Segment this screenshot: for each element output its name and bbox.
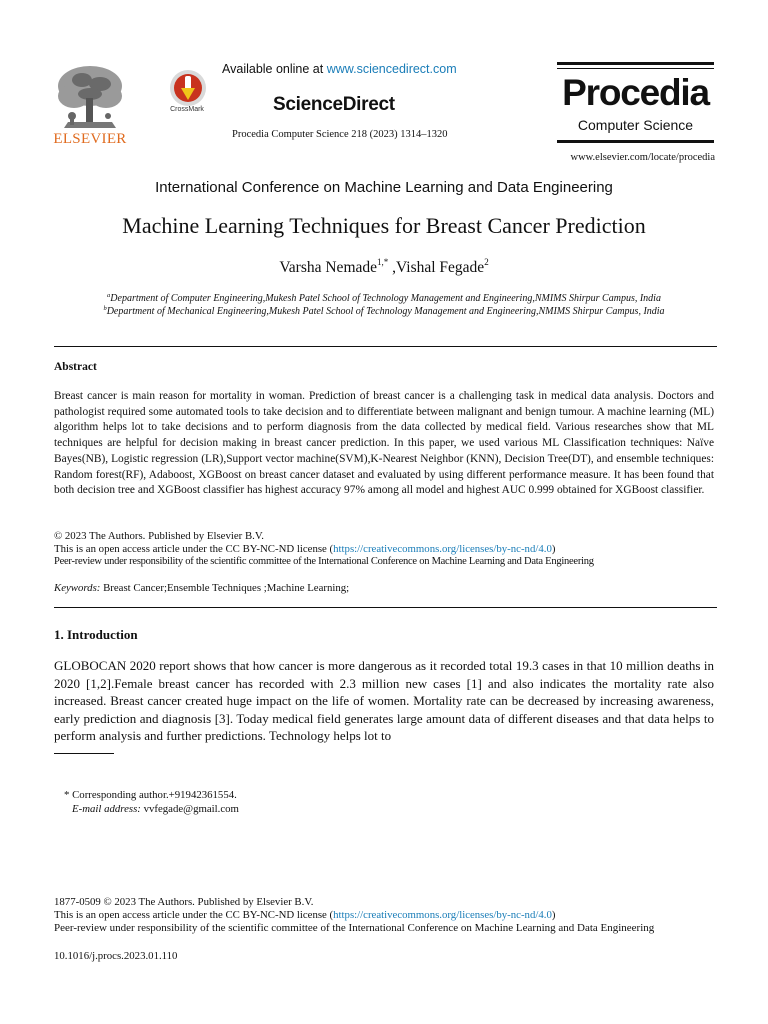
doi-line: 10.1016/j.procs.2023.01.110 (54, 950, 178, 962)
affiliation-b-text: Department of Mechanical Engineering,Mukesh Patel School of Technology Management and Engineering,NMIMS Shirpur Campus, India (106, 306, 665, 317)
logo-rule-bottom (557, 140, 714, 143)
author-1: Varsha Nemade (279, 259, 378, 276)
affiliation-a (0, 292, 768, 304)
keywords-label: Keywords: (54, 582, 101, 594)
abstract-text: Breast cancer is main reason for mortality in woman. Prediction of breast cancer is a challenging task in medical data analysis. Doctors and pathologist required some automated tools to take decision and to differentiate between malignant and benign tumour. A machine learning (ML) algorithm helps lot to take decisions and to perform diagnosis from the data collected by medical field. Various researches show that ML techniques are helpful for decision making in breast cancer prediction. In this paper, we used various ML Classification techniques: Naïve Bayes(NB), Logistic regression (LR),Support vector machine(SVM),K-Nearest Neighbor (KNN), Decision Tree(DT), and ensemble techniques: Random forest(RF), Adaboost, XGBoost on breast cancer dataset and evaluated by using different performance measure. It has been found that both decision tree and XGBoost classifier has highest accuracy 97% among all model and highest AUC 0.999 obtained for XGBoost classifier. (54, 390, 714, 497)
section-heading-introduction: 1. Introduction (54, 627, 138, 642)
license-line (54, 543, 724, 555)
abstract-heading: Abstract (54, 361, 97, 373)
publisher-name: ELSEVIER (53, 131, 127, 147)
footer-license-prefix: This is an open access article under the CC BY-NC-ND license ( (54, 909, 334, 921)
author-list (0, 257, 768, 277)
email-address: vvfegade@gmail.com (140, 803, 239, 815)
divider-bottom (54, 607, 717, 608)
affiliation-b-mark: b (103, 305, 107, 312)
journal-logo-title: Procedia (562, 72, 709, 113)
email-note (72, 803, 239, 815)
journal-reference: Procedia Computer Science 218 (2023) 1314–1320 (232, 129, 448, 140)
affiliation-a-text: Department of Computer Engineering,Mukesh Patel School of Technology Management and Engineering,NMIMS Shirpur Campus, India (110, 293, 661, 304)
author-2-mark: 2 (484, 257, 489, 267)
email-label: E-mail address: (72, 803, 141, 815)
author-2: Vishal Fegade (396, 259, 485, 276)
logo-rule-top-thin (557, 68, 714, 69)
divider-top (54, 346, 717, 347)
available-online-line (222, 62, 457, 76)
affiliation-a-mark: a (107, 292, 111, 299)
affiliation-b (0, 305, 768, 317)
footer-license-suffix: ) (551, 909, 556, 921)
footnote-rule (54, 753, 114, 754)
crossmark-label: CrossMark (170, 106, 204, 113)
journal-url-link[interactable]: www.elsevier.com/locate/procedia (570, 152, 715, 163)
sciencedirect-url-link[interactable]: www.sciencedirect.com (326, 62, 457, 76)
peer-review-line: Peer-review under responsibility of the scientific committee of the International Conference on Machine Learning and Data Engineering (54, 556, 594, 567)
license-link[interactable]: https://creativecommons.org/licenses/by-nc-nd/4.0 (333, 543, 552, 555)
journal-logo-subtitle: Computer Science (577, 117, 694, 133)
available-prefix: Available online at (222, 62, 327, 76)
logo-rule-top (557, 62, 714, 65)
license-prefix: This is an open access article under the CC BY-NC-ND license ( (54, 543, 334, 555)
copyright-line: © 2023 The Authors. Published by Elsevier B.V. (54, 530, 264, 542)
conference-name: International Conference on Machine Learning and Data Engineering (155, 179, 613, 196)
footer-license-link[interactable]: https://creativecommons.org/licenses/by-nc-nd/4.0 (333, 909, 552, 921)
corresponding-author-note: * Corresponding author.+91942361554. (64, 789, 237, 801)
keywords-line (54, 582, 349, 594)
platform-name: ScienceDirect (273, 94, 395, 115)
footer-peer-review: Peer-review under responsibility of the scientific committee of the International Conference on Machine Learning and Data Engineering (54, 922, 655, 934)
license-suffix: ) (551, 543, 556, 555)
author-separator: , (388, 259, 397, 276)
keywords-text: Breast Cancer;Ensemble Techniques ;Machine Learning; (100, 582, 350, 594)
author-1-mark: 1,* (377, 257, 389, 267)
issn-line: 1877-0509 © 2023 The Authors. Published by Elsevier B.V. (54, 896, 314, 908)
footer-license-line (54, 909, 724, 921)
paper-title: Machine Learning Techniques for Breast Cancer Prediction (122, 213, 646, 238)
introduction-text: GLOBOCAN 2020 report shows that how cancer is more dangerous as it recorded total 19.3 cases in that 10 million deaths in 2020 [1,2].Female breast cancer has recorded with 2.3 million new cases [1] and also indicates the mortality rate also increased. Breast cancer created huge impact on the life of women. Mortality rate can be decreased by increasing awareness, early prediction and diagnosis [3]. Today medical field generates large amount data of different diseases and that data helps to perform analysis and further predictions. Technology helps lot to (54, 658, 714, 744)
